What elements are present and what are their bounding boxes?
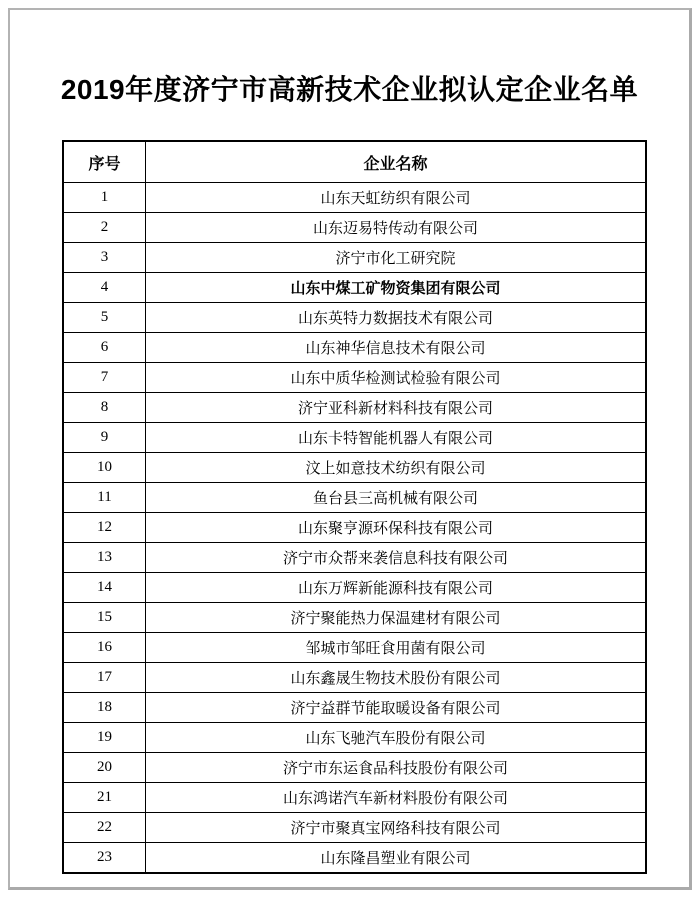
row-number-cell: 18	[63, 693, 146, 723]
table-row	[63, 783, 646, 813]
company-name-cell: 山东飞驰汽车股份有限公司	[146, 723, 647, 753]
company-name-cell: 山东中质华检测试检验有限公司	[146, 363, 647, 393]
company-name-cell: 鱼台县三高机械有限公司	[146, 483, 647, 513]
table-row	[63, 843, 646, 874]
table-row	[63, 303, 646, 333]
table-row	[63, 243, 646, 273]
table-row	[63, 513, 646, 543]
table-row	[63, 453, 646, 483]
company-name-cell: 济宁亚科新材料科技有限公司	[146, 393, 647, 423]
table-row	[63, 483, 646, 513]
row-number-cell: 21	[63, 783, 146, 813]
company-name-cell: 山东隆昌塑业有限公司	[146, 843, 647, 874]
page-title: 2019年度济宁市高新技术企业拟认定企业名单	[60, 74, 639, 105]
table-row	[63, 573, 646, 603]
row-number-cell: 3	[63, 243, 146, 273]
company-name-cell: 山东万辉新能源科技有限公司	[146, 573, 647, 603]
row-number-cell: 17	[63, 663, 146, 693]
row-number-cell: 14	[63, 573, 146, 603]
row-number-cell: 1	[63, 183, 146, 213]
table-row	[63, 603, 646, 633]
company-name-cell: 济宁聚能热力保温建材有限公司	[146, 603, 647, 633]
table-row	[63, 753, 646, 783]
company-name-cell: 山东英特力数据技术有限公司	[146, 303, 647, 333]
row-number-cell: 8	[63, 393, 146, 423]
company-name-cell: 山东鸿诺汽车新材料股份有限公司	[146, 783, 647, 813]
company-name-cell: 邹城市邹旺食用菌有限公司	[146, 633, 647, 663]
column-header-no: 序号	[63, 141, 146, 183]
row-number-cell: 23	[63, 843, 146, 874]
row-number-cell: 15	[63, 603, 146, 633]
row-number-cell: 22	[63, 813, 146, 843]
table-row	[63, 543, 646, 573]
row-number-cell: 10	[63, 453, 146, 483]
row-number-cell: 13	[63, 543, 146, 573]
company-name-cell: 山东迈易特传动有限公司	[146, 213, 647, 243]
row-number-cell: 6	[63, 333, 146, 363]
table-row	[63, 813, 646, 843]
company-name-cell: 济宁市东运食品科技股份有限公司	[146, 753, 647, 783]
table-row	[63, 213, 646, 243]
table-row	[63, 393, 646, 423]
document-page	[8, 8, 692, 890]
company-name-cell: 山东天虹纺织有限公司	[146, 183, 647, 213]
company-name-cell: 济宁市聚真宝网络科技有限公司	[146, 813, 647, 843]
table-body	[63, 183, 646, 874]
company-name-cell: 山东神华信息技术有限公司	[146, 333, 647, 363]
row-number-cell: 16	[63, 633, 146, 663]
table-row	[63, 273, 646, 303]
table-row	[63, 723, 646, 753]
table-row	[63, 333, 646, 363]
table-row	[63, 663, 646, 693]
company-table	[62, 140, 647, 874]
table-row	[63, 423, 646, 453]
column-header-company-name: 企业名称	[146, 141, 647, 183]
table-header	[63, 141, 646, 183]
row-number-cell: 7	[63, 363, 146, 393]
row-number-cell: 12	[63, 513, 146, 543]
company-name-cell: 济宁市众帮来袭信息科技有限公司	[146, 543, 647, 573]
row-number-cell: 19	[63, 723, 146, 753]
table-row	[63, 693, 646, 723]
company-name-cell: 济宁市化工研究院	[146, 243, 647, 273]
table-row	[63, 363, 646, 393]
company-name-cell: 山东聚亨源环保科技有限公司	[146, 513, 647, 543]
row-number-cell: 4	[63, 273, 146, 303]
row-number-cell: 20	[63, 753, 146, 783]
company-name-cell: 山东卡特智能机器人有限公司	[146, 423, 647, 453]
company-name-cell: 山东鑫晟生物技术股份有限公司	[146, 663, 647, 693]
row-number-cell: 9	[63, 423, 146, 453]
company-name-cell: 汶上如意技术纺织有限公司	[146, 453, 647, 483]
company-name-cell-highlighted: 山东中煤工矿物资集团有限公司	[146, 273, 647, 303]
row-number-cell: 2	[63, 213, 146, 243]
header-row	[63, 141, 646, 183]
table-row	[63, 183, 646, 213]
company-name-cell: 济宁益群节能取暖设备有限公司	[146, 693, 647, 723]
table-row	[63, 633, 646, 663]
row-number-cell: 11	[63, 483, 146, 513]
row-number-cell: 5	[63, 303, 146, 333]
